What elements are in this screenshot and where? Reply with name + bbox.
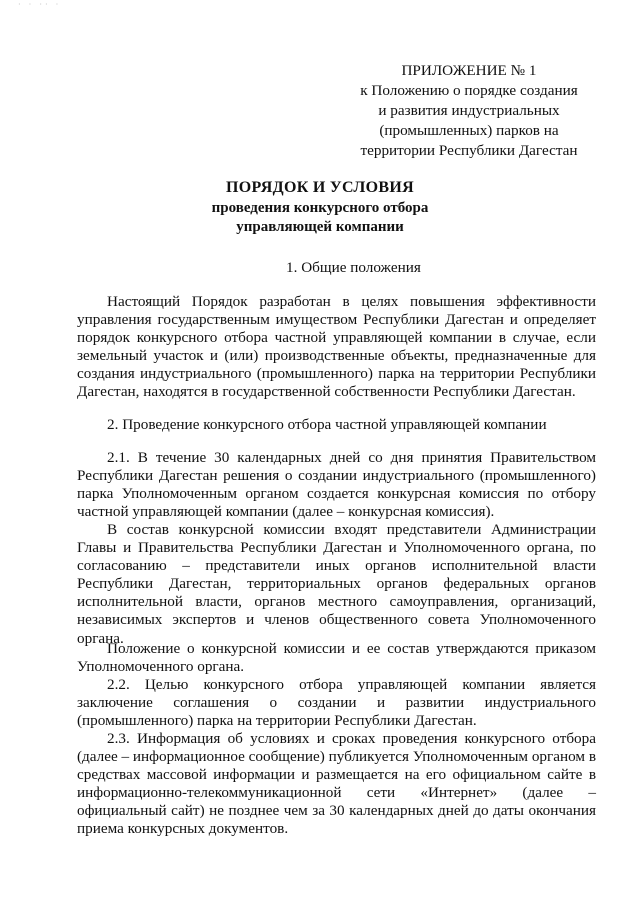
- text-line: независимых экспертов и членов общественного совета Уполномоченного: [77, 611, 596, 629]
- text-line: земельный участок и (или) производственные объекты, предназначенные для: [77, 347, 596, 365]
- text-line: парка Уполномоченным органом создается конкурсная комиссия по отбору: [77, 485, 596, 503]
- text-line: средствах массовой информации и размещается на его официальном сайте в: [77, 766, 596, 784]
- text-line: Главы и Правительства Республики Дагестан и Уполномоченного органа, по: [77, 539, 596, 557]
- appendix-line: (промышленных) парков на: [379, 122, 559, 139]
- paragraph-2-1: [77, 449, 596, 521]
- document-subtitle: управляющей компании: [236, 219, 404, 235]
- text-line: 2.2. Целью конкурсного отбора управляющей компании является: [107, 676, 596, 693]
- paragraph-2-3: [77, 730, 596, 839]
- text-line: Настоящий Порядок разработан в целях повышения эффективности: [107, 293, 596, 310]
- text-line: официальный сайт) не позднее чем за 30 календарных дней до даты окончания: [77, 802, 596, 820]
- text-line: создания индустриального (промышленного) парка на территории Республики: [77, 365, 596, 383]
- document-heading: [0, 177, 640, 237]
- text-line: (далее – информационное сообщение) публикуется Уполномоченным органом в: [77, 748, 596, 766]
- document-title: ПОРЯДОК И УСЛОВИЯ: [226, 179, 414, 196]
- text-line: органа.: [77, 629, 124, 647]
- paragraph-general-provisions: [77, 293, 596, 402]
- section-2-title: 2. Проведение конкурсного отбора частной управляющей компании: [107, 416, 547, 433]
- appendix-title: ПРИЛОЖЕНИЕ № 1: [401, 62, 537, 79]
- text-line: исполнительной власти, органов местного самоуправления, организаций,: [77, 593, 596, 611]
- text-line: Дагестан, находятся в государственной собственности Республики Дагестан.: [77, 383, 576, 401]
- text-line: управления государственным имуществом Республики Дагестан и определяет: [77, 311, 596, 329]
- text-line: В состав конкурсной комиссии входят представители Администрации: [107, 521, 596, 538]
- text-line: 2.1. В течение 30 календарных дней со дня принятия Правительством: [107, 449, 596, 466]
- text-line: Республики Дагестан, территориальных органов федеральных органов: [77, 575, 596, 593]
- appendix-line: территории Республики Дагестан: [360, 142, 578, 159]
- appendix-header: [356, 61, 582, 161]
- paragraph-commission-composition: [77, 521, 596, 648]
- text-line: Республики Дагестан решения о создании индустриального (промышленного): [77, 467, 596, 485]
- text-line: заключение соглашения о создании и развитии индустриального: [77, 694, 596, 712]
- text-line: согласованию – представители иных органов исполнительной власти: [77, 557, 596, 575]
- document-subtitle: проведения конкурсного отбора: [211, 200, 429, 216]
- text-line: приема конкурсных документов.: [77, 820, 289, 838]
- text-line: частной управляющей компании (далее – конкурсная комиссия).: [77, 503, 495, 521]
- text-line: Положение о конкурсной комиссии и ее состав утверждаются приказом: [107, 640, 596, 657]
- text-line: Уполномоченного органа.: [77, 658, 245, 676]
- text-line: 2.3. Информация об условиях и сроках проведения конкурсного отбора: [107, 730, 596, 747]
- section-1-title: 1. Общие положения: [286, 259, 421, 276]
- paragraph-commission-regulation: [77, 640, 596, 676]
- text-line: порядок конкурсного отбора частной управляющей компании в случае, если: [77, 329, 596, 347]
- paragraph-2-2: [77, 676, 596, 730]
- text-line: информационно-телекоммуникационной сети «Интернет» (далее –: [77, 784, 596, 802]
- text-line: (промышленного) парка на территории Республики Дагестан.: [77, 712, 477, 730]
- appendix-line: и развития индустриальных: [378, 102, 560, 119]
- appendix-line: к Положению о порядке создания: [360, 82, 578, 99]
- scan-artifact: · · ·· ·: [18, 0, 62, 9]
